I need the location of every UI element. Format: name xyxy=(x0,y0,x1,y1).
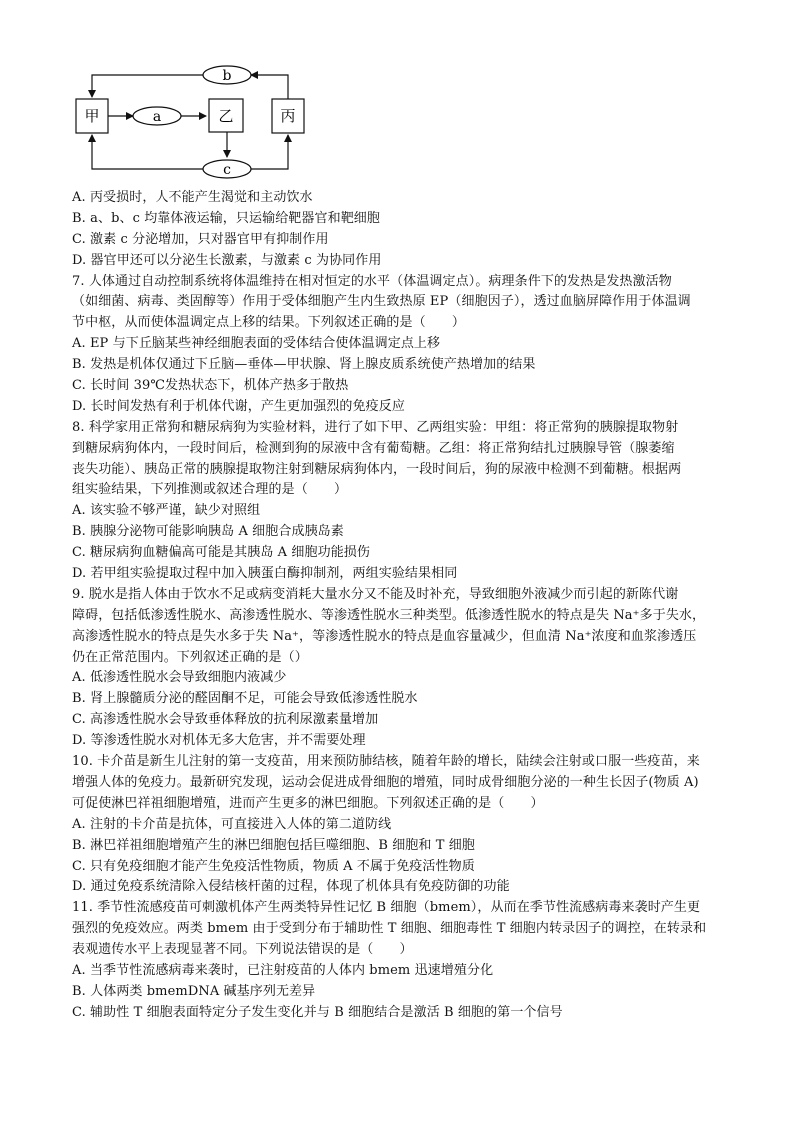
text-line: C. 激素 c 分泌增加，只对器官甲有抑制作用 xyxy=(72,231,329,247)
text-line: 11. 季节性流感疫苗可刺激机体产生两类特异性记忆 B 细胞（bmem），从而在季节性流感病毒来袭时产生更 xyxy=(72,900,701,916)
text-line: 节中枢，从而使体温调定点上移的结果。下列叙述正确的是（ ） xyxy=(72,315,466,331)
text-line: 7. 人体通过自动控制系统将体温维持在相对恒定的水平（体温调定点）。病理条件下的发热是发热激活物 xyxy=(72,273,672,289)
text-line: A. 丙受损时，人不能产生渴觉和主动饮水 xyxy=(72,190,313,205)
text-line: 高渗透性脱水的特点是失水多于失 Na⁺，等渗透性脱水的特点是血容量减少，但血清 Na⁺浓度和血浆渗透压 xyxy=(72,628,697,644)
oval-a-label: a xyxy=(152,109,162,125)
line-b-to-jia xyxy=(92,75,203,97)
box-yi-label: 乙 xyxy=(218,107,234,125)
text-line: B. 胰腺分泌物可能影响胰岛 A 细胞合成胰岛素 xyxy=(72,524,344,540)
text-line: A. 该实验不够严谨，缺少对照组 xyxy=(72,503,261,519)
text-line: A. 当季节性流感病毒来袭时，已注射疫苗的人体内 bmem 迅速增殖分化 xyxy=(72,962,494,978)
text-line: A. 注射的卡介苗是抗体，可直接进入人体的第二道防线 xyxy=(72,816,392,832)
line-c-to-bing xyxy=(251,135,288,169)
box-bing-label: 丙 xyxy=(280,107,296,125)
text-line: A. EP 与下丘脑某些神经细胞表面的受体结合使体温调定点上移 xyxy=(72,336,441,352)
text-line: D. 若甲组实验提取过程中加入胰蛋白酶抑制剂，两组实验结果相同 xyxy=(72,566,458,582)
text-line: B. 淋巴祥祖细胞增殖产生的淋巴细胞包括巨噬细胞、B 细胞和 T 细胞 xyxy=(72,837,475,853)
text-line: 到糖尿病狗体内，一段时间后，检测到狗的尿液中含有葡萄糖。乙组：将正常狗结扎过胰腺导管（腺萎缩 xyxy=(72,440,675,456)
hormone-regulation-diagram xyxy=(72,58,312,184)
text-line: D. 通过免疫系统清除入侵结核杆菌的过程，体现了机体具有免疫防御的功能 xyxy=(72,879,510,895)
text-line: 丧失功能）、胰岛正常的胰腺提取物注射到糖尿病狗体内，一段时间后，狗的尿液中检测不到葡糖。根据两 xyxy=(72,461,682,477)
line-bing-to-b xyxy=(251,75,288,99)
text-line: D. 长时间发热有利于机体代谢，产生更加强烈的免疫反应 xyxy=(72,398,405,414)
text-line: D. 等渗透性脱水对机体无多大危害，并不需要处理 xyxy=(72,733,366,749)
line-c-to-jia xyxy=(92,135,203,169)
text-line: D. 器官甲还可以分泌生长激素，与激素 c 为协同作用 xyxy=(72,252,382,268)
text-line: C. 只有免疫细胞才能产生免疫活性物质，物质 A 不属于免疫活性物质 xyxy=(72,858,475,874)
text-line: B. a、b、c 均靠体液运输，只运输给靶器官和靶细胞 xyxy=(72,210,381,226)
text-line: C. 糖尿病狗血糖偏高可能是其胰岛 A 细胞功能损伤 xyxy=(72,545,371,561)
text-line: 10. 卡介苗是新生儿注射的第一支疫苗，用来预防肺结核，随着年龄的增长，陆续会注射或口服一些疫苗，来 xyxy=(72,754,700,770)
text-line: 表观遗传水平上表现显著不同。下列说法错误的是（ ） xyxy=(72,942,413,958)
text-line: B. 肾上腺髓质分泌的醛固酮不足，可能会导致低渗透性脱水 xyxy=(72,691,418,707)
text-line: 可促使淋巴祥祖细胞增殖，进而产生更多的淋巴细胞。下列叙述正确的是（ ） xyxy=(72,795,544,811)
text-line: 仍在正常范围内。下列叙述正确的是（） xyxy=(72,649,308,665)
oval-c-label: c xyxy=(223,162,231,178)
text-line: A. 低渗透性脱水会导致细胞内液减少 xyxy=(72,670,287,686)
text-line: C. 高渗透性脱水会导致垂体释放的抗利尿激素量增加 xyxy=(72,712,379,728)
text-line: 9. 脱水是指人体由于饮水不足或病变消耗大量水分又不能及时补充，导致细胞外液减少而引起的新陈代谢 xyxy=(72,586,679,602)
text-line: （如细菌、病毒、类固醇等）作用于受体细胞产生内生致热原 EP（细胞因子），透过血脑屏障作用于体温调 xyxy=(72,294,691,310)
text-line: 8. 科学家用正常狗和糖尿病狗为实验材料，进行了如下甲、乙两组实验：甲组：将正常狗的胰腺提取物射 xyxy=(72,419,679,435)
text-line: 增强人体的免疫力。最新研究发现，运动会促进成骨细胞的增殖，同时成骨细胞分泌的一种生长因子(物质 A) xyxy=(72,774,699,790)
text-line: 强烈的免疫效应。两类 bmem 由于受到分布于辅助性 T 细胞、细胞毒性 T 细胞内转录因子的调控，在转录和 xyxy=(72,921,707,937)
box-jia-label: 甲 xyxy=(84,107,100,125)
text-line: B. 人体两类 bmemDNA 碱基序列无差异 xyxy=(72,983,316,999)
text-line: B. 发热是机体仅通过下丘脑—垂体—甲状腺、肾上腺皮质系统使产热增加的结果 xyxy=(72,357,536,373)
text-line: 组实验结果，下列推测或叙述合理的是（ ） xyxy=(72,482,348,498)
text-line: C. 长时间 39℃发热状态下，机体产热多于散热 xyxy=(72,378,349,394)
text-line: C. 辅助性 T 细胞表面特定分子发生变化并与 B 细胞结合是激活 B 细胞的第一个信号 xyxy=(72,1004,563,1020)
text-line: 障碍，包括低渗透性脱水、高渗透性脱水、等渗透性脱水三种类型。低渗透性脱水的特点是失 Na⁺多于失水， xyxy=(72,607,706,623)
oval-b-label: b xyxy=(222,68,232,84)
question-text-block xyxy=(72,188,752,1024)
